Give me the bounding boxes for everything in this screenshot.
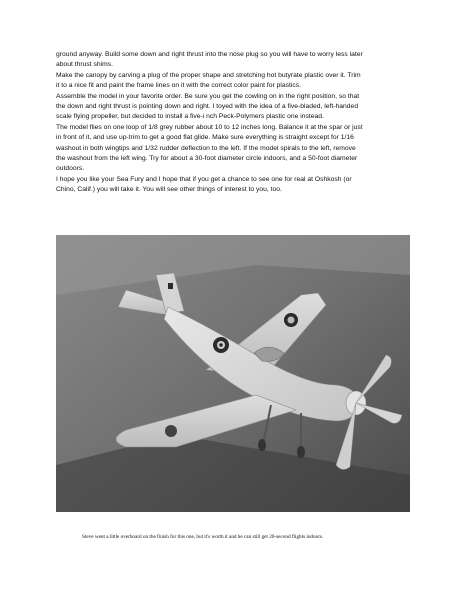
text-line: the washout from the left wing. Try for about a 30-foot diameter circle indoors, and a 50-foot diameter [56,155,358,163]
text-line: the down and right thrust is pointing down and right. I toyed with the idea of a five-bladed, left-handed [56,103,359,111]
text-line: in front of it, and use up-trim to get a good flat glide. Make sure everything is straight except for 1/16 [56,134,354,142]
text-line: Make the canopy by carving a plug of the proper shape and stretching hot butyrate plastic over it. Trim [56,71,361,79]
text-line: Chino, Calif.) you will take it. You will see other things of interest to you, too. [56,186,282,194]
text-line: ground anyway. Build some down and right thrust into the nose plug so you will have to worry less later [56,51,363,58]
text-line: Assemble the model in your favorite order. Be sure you get the cowling on in the right position, so that [56,92,360,100]
text-line: about thrust shims. [56,61,114,69]
model-airplane-photo [56,235,410,512]
text-line: The model flies on one loop of 1/8 grey rubber about 10 to 12 inches long. Balance it at the spar or just [56,123,363,131]
text-line: outdoors. [56,165,85,173]
text-line: it to a nice fit and paint the frame lines on it with the correct color paint for plastics. [56,82,301,90]
article-body [56,50,418,196]
sea-fury-model-image [56,235,410,512]
text-line: I hope you like your Sea Fury and I hope that if you get a chance to see one for real at Oshkosh (or [56,175,352,183]
photo-caption: Steve went a little overboard on the finish for this one, but it's worth it and he can still get 20-second flights indoors. [82,534,324,540]
text-line: scale flying propeller, but decided to install a five-i nch Peck-Polymers plastic one instead. [56,113,324,121]
text-line: washout in both wingtips and 1/32 rudder deflection to the left. If the model spirals to the left, remove [56,144,356,152]
